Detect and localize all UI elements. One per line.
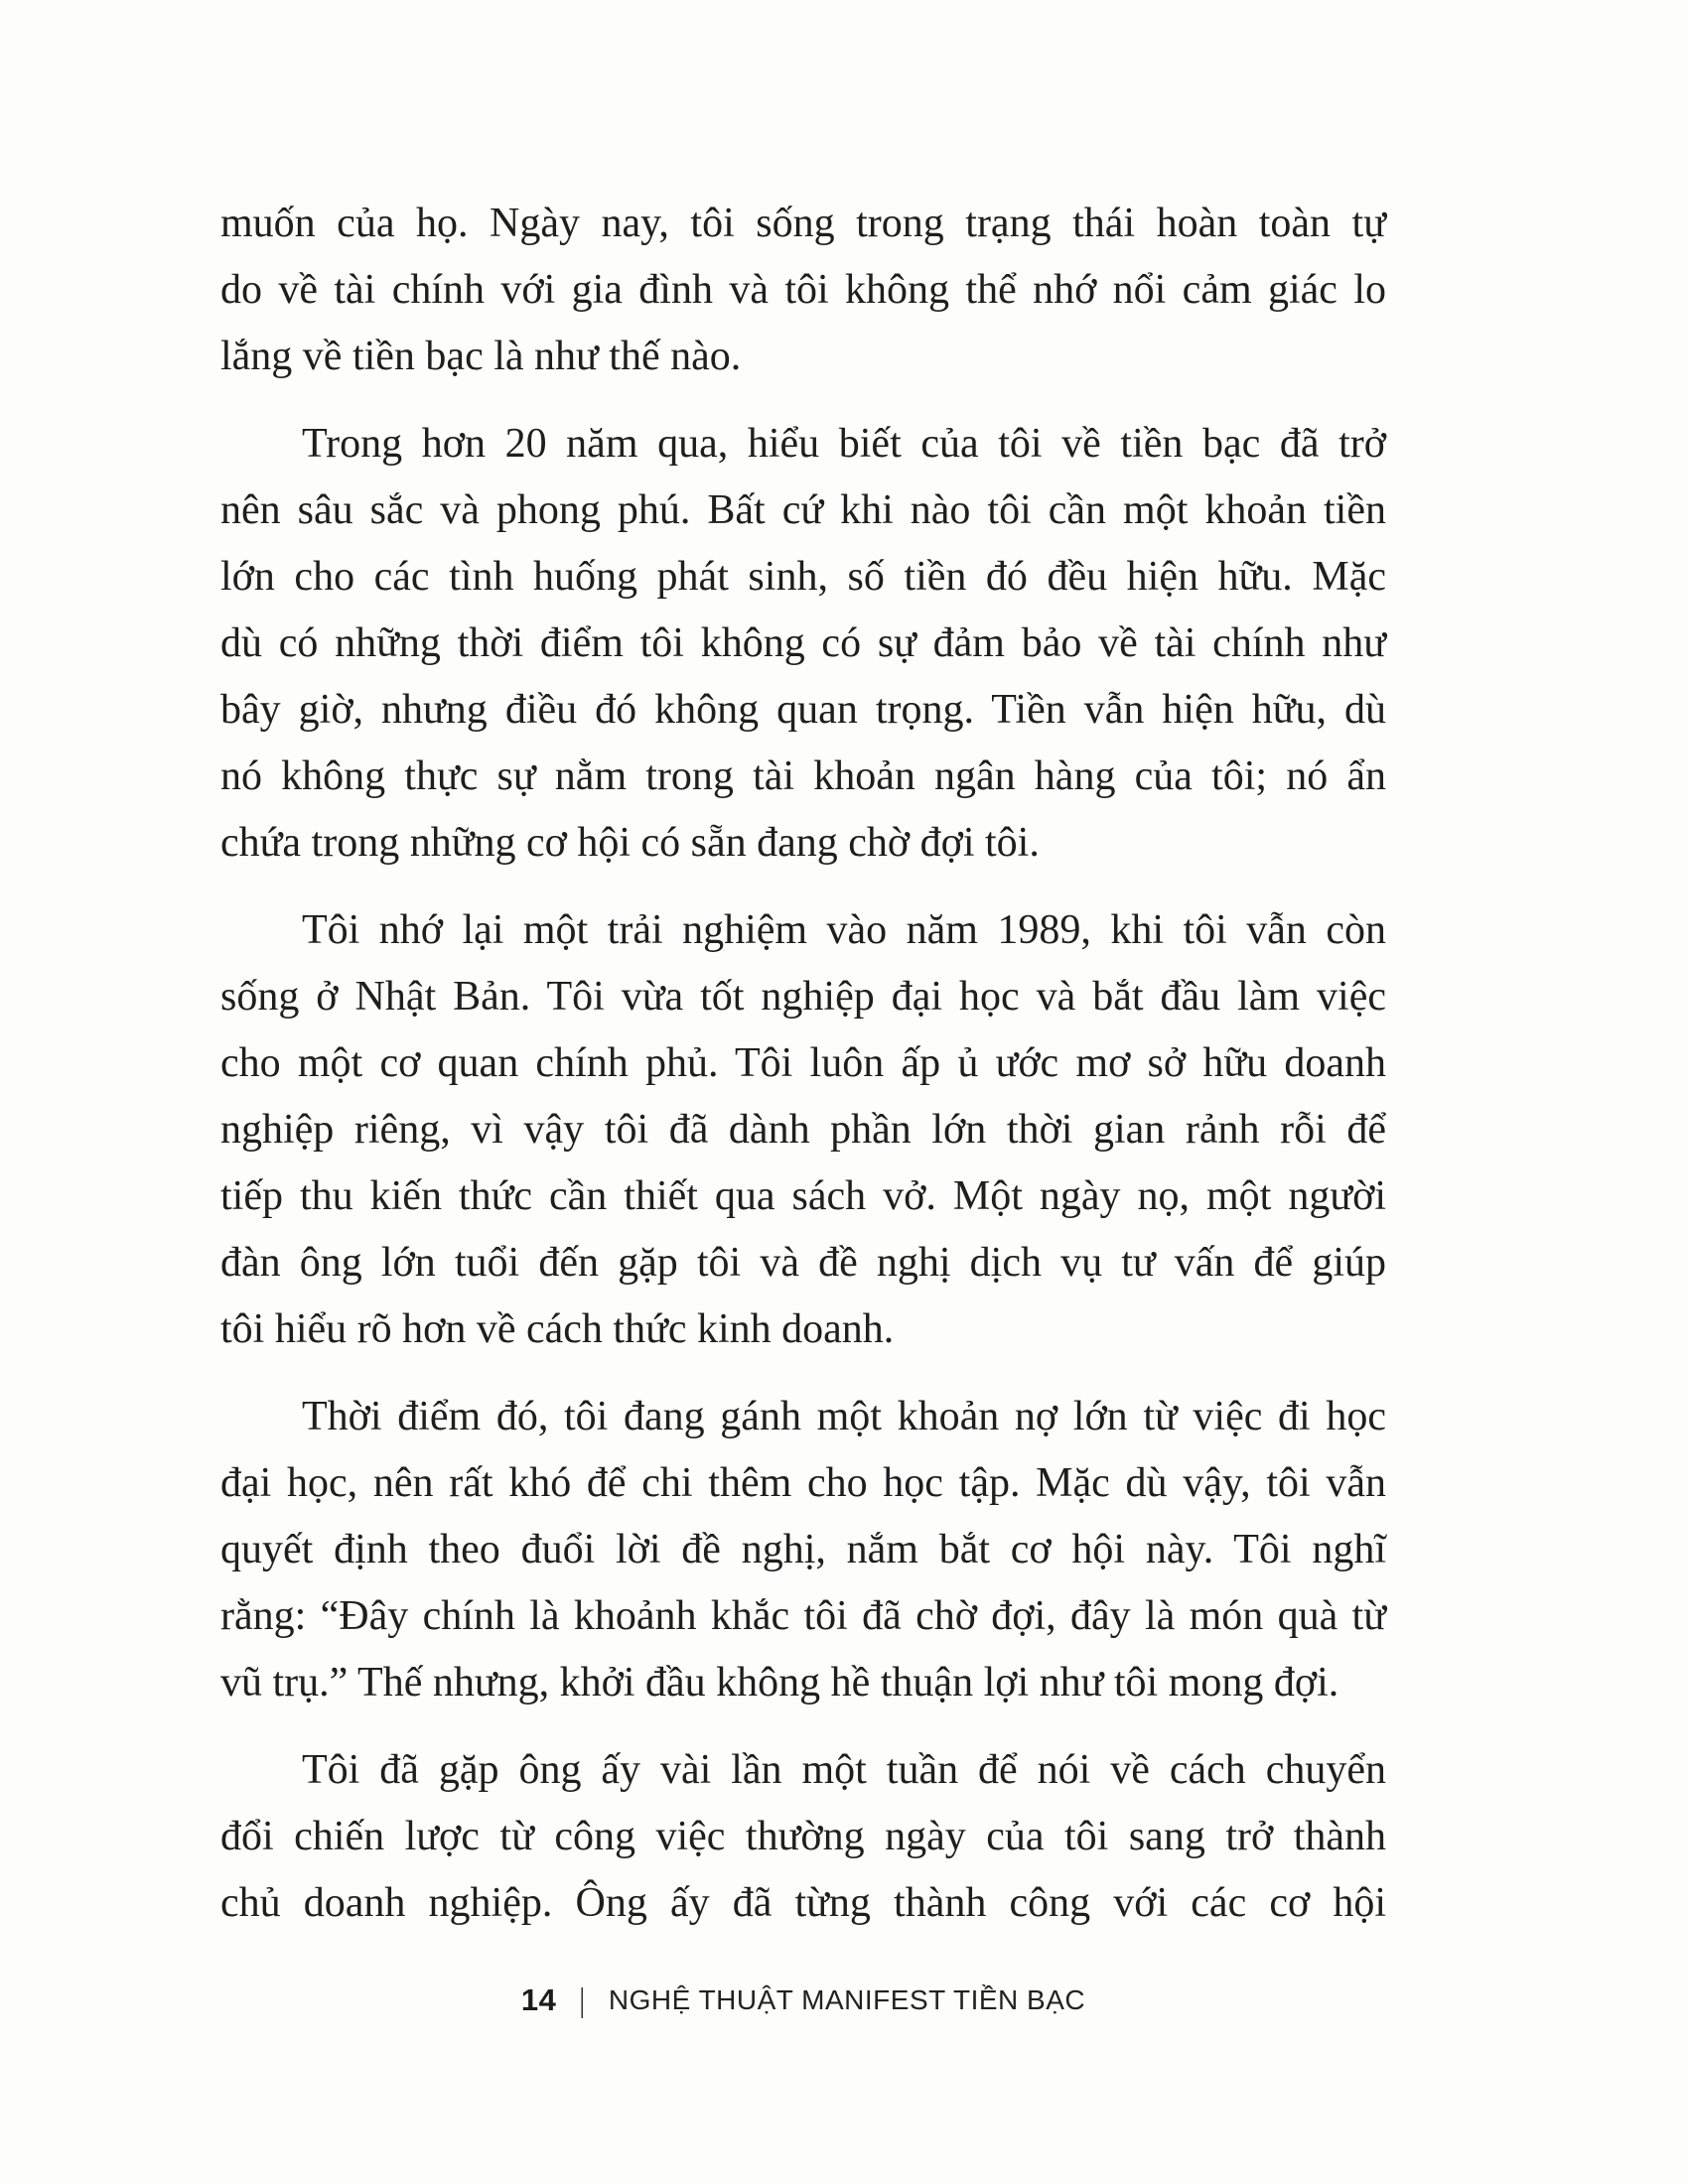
paragraph: [220, 1737, 1386, 1937]
book-title: NGHỆ THUẬT MANIFEST TIỀN BẠC: [608, 1984, 1086, 2015]
text-line: Thời điểm đó, tôi đang gánh một khoản nợ lớn từ việc đi học: [302, 1394, 1386, 1439]
text-line: đổi chiến lược từ công việc thường ngày của tôi sang trở thành: [220, 1814, 1386, 1859]
text-line: nên sâu sắc và phong phú. Bất cứ khi nào tôi cần một khoản tiền: [220, 487, 1386, 533]
text-line: đàn ông lớn tuổi đến gặp tôi và đề nghị dịch vụ tư vấn để giúp: [220, 1240, 1386, 1286]
paragraph: [220, 897, 1386, 1363]
text-line: Tôi nhớ lại một trải nghiệm vào năm 1989, khi tôi vẫn còn: [302, 907, 1386, 953]
text-line: lớn cho các tình huống phát sinh, số tiền đó đều hiện hữu. Mặc: [220, 554, 1386, 600]
text-line: chủ doanh nghiệp. Ông ấy đã từng thành công với các cơ hội: [220, 1880, 1386, 1926]
text-line: rằng: “Đây chính là khoảnh khắc tôi đã chờ đợi, đây là món quà từ: [220, 1593, 1386, 1639]
text-line: tôi hiểu rõ hơn về cách thức kinh doanh.: [220, 1306, 895, 1352]
text-line: vũ trụ.” Thế nhưng, khởi đầu không hề thuận lợi như tôi mong đợi.: [220, 1660, 1339, 1706]
text-line: bây giờ, nhưng điều đó không quan trọng. Tiền vẫn hiện hữu, dù: [220, 687, 1386, 733]
paragraph: [220, 191, 1386, 390]
text-line: lắng về tiền bạc là như thế nào.: [220, 334, 742, 379]
text-line: đại học, nên rất khó để chi thêm cho học tập. Mặc dù vậy, tôi vẫn: [220, 1460, 1386, 1506]
footer-separator: |: [580, 1981, 585, 2018]
text-line: nghiệp riêng, vì vậy tôi đã dành phần lớn thời gian rảnh rỗi để: [220, 1107, 1386, 1153]
text-line: chứa trong những cơ hội có sẵn đang chờ đợi tôi.: [220, 820, 1040, 866]
body-text: [220, 191, 1386, 1937]
paragraph: [220, 411, 1386, 877]
paragraph: [220, 1384, 1386, 1716]
text-line: sống ở Nhật Bản. Tôi vừa tốt nghiệp đại học và bắt đầu làm việc: [220, 974, 1386, 1020]
text-line: Tôi đã gặp ông ấy vài lần một tuần để nói về cách chuyển: [302, 1747, 1386, 1793]
page-footer: [220, 1981, 1386, 2019]
page-number: 14: [520, 1982, 557, 2017]
text-line: tiếp thu kiến thức cần thiết qua sách vở. Một ngày nọ, một người: [220, 1173, 1386, 1219]
text-line: do về tài chính với gia đình và tôi không thể nhớ nổi cảm giác lo: [220, 267, 1386, 313]
text-line: cho một cơ quan chính phủ. Tôi luôn ấp ủ ước mơ sở hữu doanh: [220, 1040, 1386, 1086]
text-line: quyết định theo đuổi lời đề nghị, nắm bắt cơ hội này. Tôi nghĩ: [220, 1527, 1386, 1572]
text-line: muốn của họ. Ngày nay, tôi sống trong trạng thái hoàn toàn tự: [220, 201, 1386, 246]
text-line: nó không thực sự nằm trong tài khoản ngân hàng của tôi; nó ẩn: [220, 753, 1386, 799]
text-line: dù có những thời điểm tôi không có sự đảm bảo về tài chính như: [220, 620, 1386, 666]
text-line: Trong hơn 20 năm qua, hiểu biết của tôi về tiền bạc đã trở: [302, 421, 1386, 467]
